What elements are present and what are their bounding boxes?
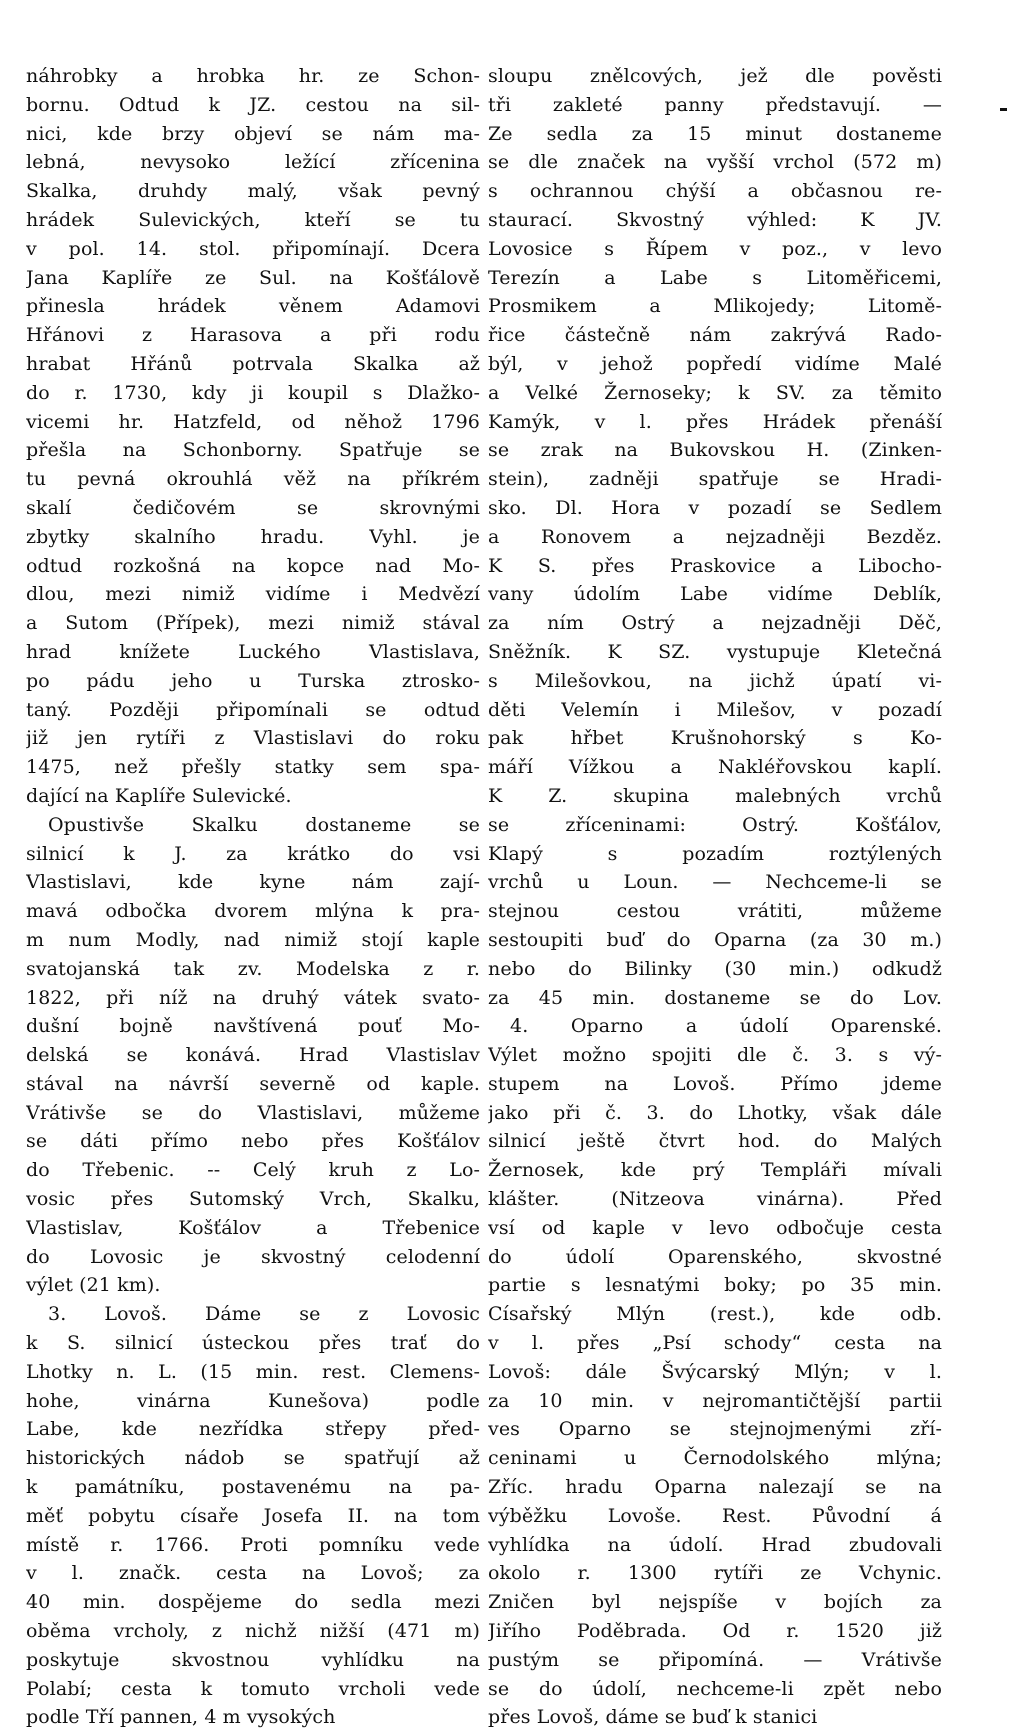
text-line: vrchů u Loun. — Nechceme-li se <box>488 871 942 894</box>
text-line: klášter. (Nitzeova vinárna). Před <box>488 1188 942 1211</box>
text-line: stával na návrší severně od kaple. <box>26 1072 480 1095</box>
text-line: se zříceninami: Ostrý. Košťálov, <box>488 813 942 836</box>
text-line: vany údolím Labe vidíme Deblík, <box>488 583 942 606</box>
text-line: a Sutom (Přípek), mezi nimiž stával <box>26 612 480 635</box>
text-line: bornu. Odtud k JZ. cestou na sil- <box>26 93 480 116</box>
text-line: do Třebenic. -- Celý kruh z Lo- <box>26 1159 480 1182</box>
text-line: poskytuje skvostnou vyhlídku na <box>26 1648 480 1671</box>
text-line: náhrobky a hrobka hr. ze Schon- <box>26 65 480 87</box>
text-line: dlou, mezi nimiž vidíme i Medvězí <box>26 583 480 606</box>
text-line: Opustivše Skalku dostaneme se <box>48 813 480 836</box>
text-line: oběma vrcholy, z nichž nižší (471 m) <box>26 1620 480 1643</box>
text-line: s ochrannou chýší a občasnou re- <box>488 180 942 203</box>
text-line: v l. přes „Psí schody“ cesta na <box>488 1332 942 1355</box>
text-line: svatojanská tak zv. Modelska z r. <box>26 957 480 980</box>
text-line: Lhotky n. L. (15 min. rest. Clemens- <box>26 1360 480 1383</box>
text-line: Jiřího Poděbrada. Od r. 1520 již <box>488 1620 942 1643</box>
text-line: do Lovosic je skvostný celodenní <box>26 1245 480 1268</box>
text-line: ves Oparno se stejnojmenými zří- <box>488 1418 942 1441</box>
text-line: k památníku, postavenému na pa- <box>26 1476 480 1499</box>
text-line: sloupu znělcových, jež dle pověsti <box>488 65 942 87</box>
text-line: se dáti přímo nebo přes Košťálov <box>26 1130 480 1153</box>
text-line: dušní bojně navštívená pouť Mo- <box>26 1015 480 1038</box>
text-line: Kamýk, v l. přes Hrádek přenáší <box>488 410 942 433</box>
text-line: se do údolí, nechceme-li zpět nebo <box>488 1677 942 1700</box>
text-line: Labe, kde nezřídka střepy před- <box>26 1418 480 1441</box>
text-line: sko. Dl. Hora v pozadí se Sedlem <box>488 496 942 519</box>
text-line: 40 min. dospějeme do sedla mezi <box>26 1591 480 1614</box>
text-line: máří Vížkou a Nakléřovskou kaplí. <box>488 756 942 779</box>
left-text-column <box>26 62 480 1732</box>
text-line: býl, v jehož popředí vidíme Malé <box>488 352 942 375</box>
text-line: pak hřbet Krušnohorský s Ko- <box>488 727 942 750</box>
text-line: přešla na Schonborny. Spatřuje se <box>26 439 480 462</box>
text-line: staurací. Skvostný výhled: K JV. <box>488 208 942 231</box>
text-line: do r. 1730, kdy ji koupil s Dlažko- <box>26 381 480 404</box>
text-line: a Velké Žernoseky; k SV. za těmito <box>488 381 942 404</box>
text-line: dající na Kaplíře Sulevické. <box>26 784 292 807</box>
right-text-column <box>488 62 942 1732</box>
text-line: děti Velemín i Milešov, v pozadí <box>488 698 942 721</box>
text-line: Ze sedla za 15 minut dostaneme <box>488 122 942 145</box>
book-page <box>0 62 1024 1729</box>
text-line: Polabí; cesta k tomuto vrcholi vede <box>26 1677 480 1700</box>
text-line: nici, kde brzy objeví se nám ma- <box>26 122 480 145</box>
text-line: v pol. 14. stol. připomínají. Dcera <box>26 237 480 260</box>
text-line: Zříc. hradu Oparna nalezají se na <box>488 1476 942 1499</box>
text-line: okolo r. 1300 rytíři ze Vchynic. <box>488 1562 942 1585</box>
text-line: Vlastislav, Košťálov a Třebenice <box>26 1216 480 1239</box>
text-line: Zničen byl nejspíše v bojích za <box>488 1591 942 1614</box>
text-line: hohe, vinárna Kunešova) podle <box>26 1389 480 1412</box>
text-line: lebná, nevysoko ležící zřícenina <box>26 151 480 174</box>
text-line: s Milešovkou, na jichž úpatí vi- <box>488 669 942 692</box>
text-line: ceninami u Černodolského mlýna; <box>488 1447 942 1470</box>
text-line: podle Tří pannen, 4 m vysokých <box>26 1706 336 1729</box>
text-line: do údolí Oparenského, skvostné <box>488 1245 942 1268</box>
text-line: silnicí ještě čtvrt hod. do Malých <box>488 1130 942 1153</box>
text-line: sestoupiti buď do Oparna (za 30 m.) <box>488 928 942 951</box>
text-line: přes Lovoš, dáme se buď k stanici <box>488 1706 818 1729</box>
text-line: za ním Ostrý a nejzadněji Děč, <box>488 612 942 635</box>
text-line: Výlet možno spojiti dle č. 3. s vý- <box>488 1044 942 1067</box>
text-line: silnicí k J. za krátko do vsi <box>26 842 480 865</box>
text-line: zbytky skalního hradu. Vyhl. je <box>26 525 480 548</box>
text-line: po pádu jeho u Turska ztrosko- <box>26 669 480 692</box>
text-line: již jen rytíři z Vlastislavi do roku <box>26 727 480 750</box>
text-line: Klapý s pozadím roztýlených <box>488 842 942 865</box>
text-line: jako při č. 3. do Lhotky, však dále <box>488 1101 942 1124</box>
text-line: nebo do Bilinky (30 min.) odkudž <box>488 957 942 980</box>
text-line: Sněžník. K SZ. vystupuje Kletečná <box>488 640 942 663</box>
text-line: K S. přes Praskovice a Libocho- <box>488 554 942 577</box>
text-line: hrádek Sulevických, kteří se tu <box>26 208 480 231</box>
text-line: Hřánovi z Harasova a při rodu <box>26 324 480 347</box>
text-line: v l. značk. cesta na Lovoš; za <box>26 1562 480 1585</box>
text-line: vsí od kaple v levo odbočuje cesta <box>488 1216 942 1239</box>
text-line: stein), zadněji spatřuje se Hradi- <box>488 468 942 491</box>
text-line: tři zakleté panny představují. — <box>488 93 942 116</box>
text-line: vicemi hr. Hatzfeld, od něhož 1796 <box>26 410 480 433</box>
text-line: řice částečně nám zakrývá Rado- <box>488 324 942 347</box>
text-line: stejnou cestou vrátiti, můžeme <box>488 900 942 923</box>
text-line: partie s lesnatými boky; po 35 min. <box>488 1274 942 1297</box>
text-line: a Ronovem a nejzadněji Bezděz. <box>488 525 942 548</box>
text-line: Terezín a Labe s Litoměřicemi, <box>488 266 942 289</box>
text-line: přinesla hrádek věnem Adamovi <box>26 295 480 318</box>
text-line: tu pevná okrouhlá věž na příkrém <box>26 468 480 491</box>
text-line: taný. Později připomínali se odtud <box>26 698 480 721</box>
text-line: Císařský Mlýn (rest.), kde odb. <box>488 1303 942 1326</box>
text-line: mavá odbočka dvorem mlýna k pra- <box>26 900 480 923</box>
text-line: vosic přes Sutomský Vrch, Skalku, <box>26 1188 480 1211</box>
text-line: 4. Oparno a údolí Oparenské. <box>510 1015 942 1038</box>
text-line: 3. Lovoš. Dáme se z Lovosic <box>48 1303 480 1326</box>
text-line: za 10 min. v nejromantičtější partii <box>488 1389 942 1412</box>
text-line: delská se konává. Hrad Vlastislav <box>26 1044 480 1067</box>
text-line: Lovosice s Řípem v poz., v levo <box>488 237 942 260</box>
text-line: Vrátivše se do Vlastislavi, můžeme <box>26 1101 480 1124</box>
text-line: měť pobytu císaře Josefa II. na tom <box>26 1504 480 1527</box>
text-line: 1822, při níž na druhý vátek svato- <box>26 986 480 1009</box>
text-line: k S. silnicí ústeckou přes trať do <box>26 1332 480 1355</box>
text-line: odtud rozkošná na kopce nad Mo- <box>26 554 480 577</box>
text-line: Lovoš: dále Švýcarský Mlýn; v l. <box>488 1360 942 1383</box>
text-line: skalí čedičovém se skrovnými <box>26 496 480 519</box>
text-line: 1475, než přešly statky sem spa- <box>26 756 480 779</box>
text-line: hrad knížete Luckého Vlastislava, <box>26 640 480 663</box>
text-line: za 45 min. dostaneme se do Lov. <box>488 986 942 1009</box>
text-line: výlet (21 km). <box>26 1274 161 1297</box>
text-line: hrabat Hřánů potrvala Skalka až <box>26 352 480 375</box>
text-line: pustým se připomíná. — Vrátivše <box>488 1648 942 1671</box>
text-line: Jana Kaplíře ze Sul. na Košťálově <box>26 266 480 289</box>
text-line: Prosmikem a Mlikojedy; Litomě- <box>488 295 942 318</box>
text-line: Skalka, druhdy malý, však pevný <box>26 180 480 203</box>
text-line: místě r. 1766. Proti pomníku vede <box>26 1533 480 1556</box>
text-line: vyhlídka na údolí. Hrad zbudovali <box>488 1533 942 1556</box>
text-line: Vlastislavi, kde kyne nám zají- <box>26 871 480 894</box>
text-line: K Z. skupina malebných vrchů <box>488 784 942 807</box>
text-line: výběžku Lovoše. Rest. Původní á <box>488 1504 942 1527</box>
text-line: m num Modly, nad nimiž stojí kaple <box>26 928 480 951</box>
margin-dash-mark <box>1000 108 1007 111</box>
text-line: stupem na Lovoš. Přímo jdeme <box>488 1072 942 1095</box>
text-line: historických nádob se spatřují až <box>26 1447 480 1470</box>
text-line: Žernosek, kde prý Templáři mívali <box>488 1159 942 1182</box>
text-line: se dle značek na vyšší vrchol (572 m) <box>488 151 942 174</box>
text-line: se zrak na Bukovskou H. (Zinken- <box>488 439 942 462</box>
